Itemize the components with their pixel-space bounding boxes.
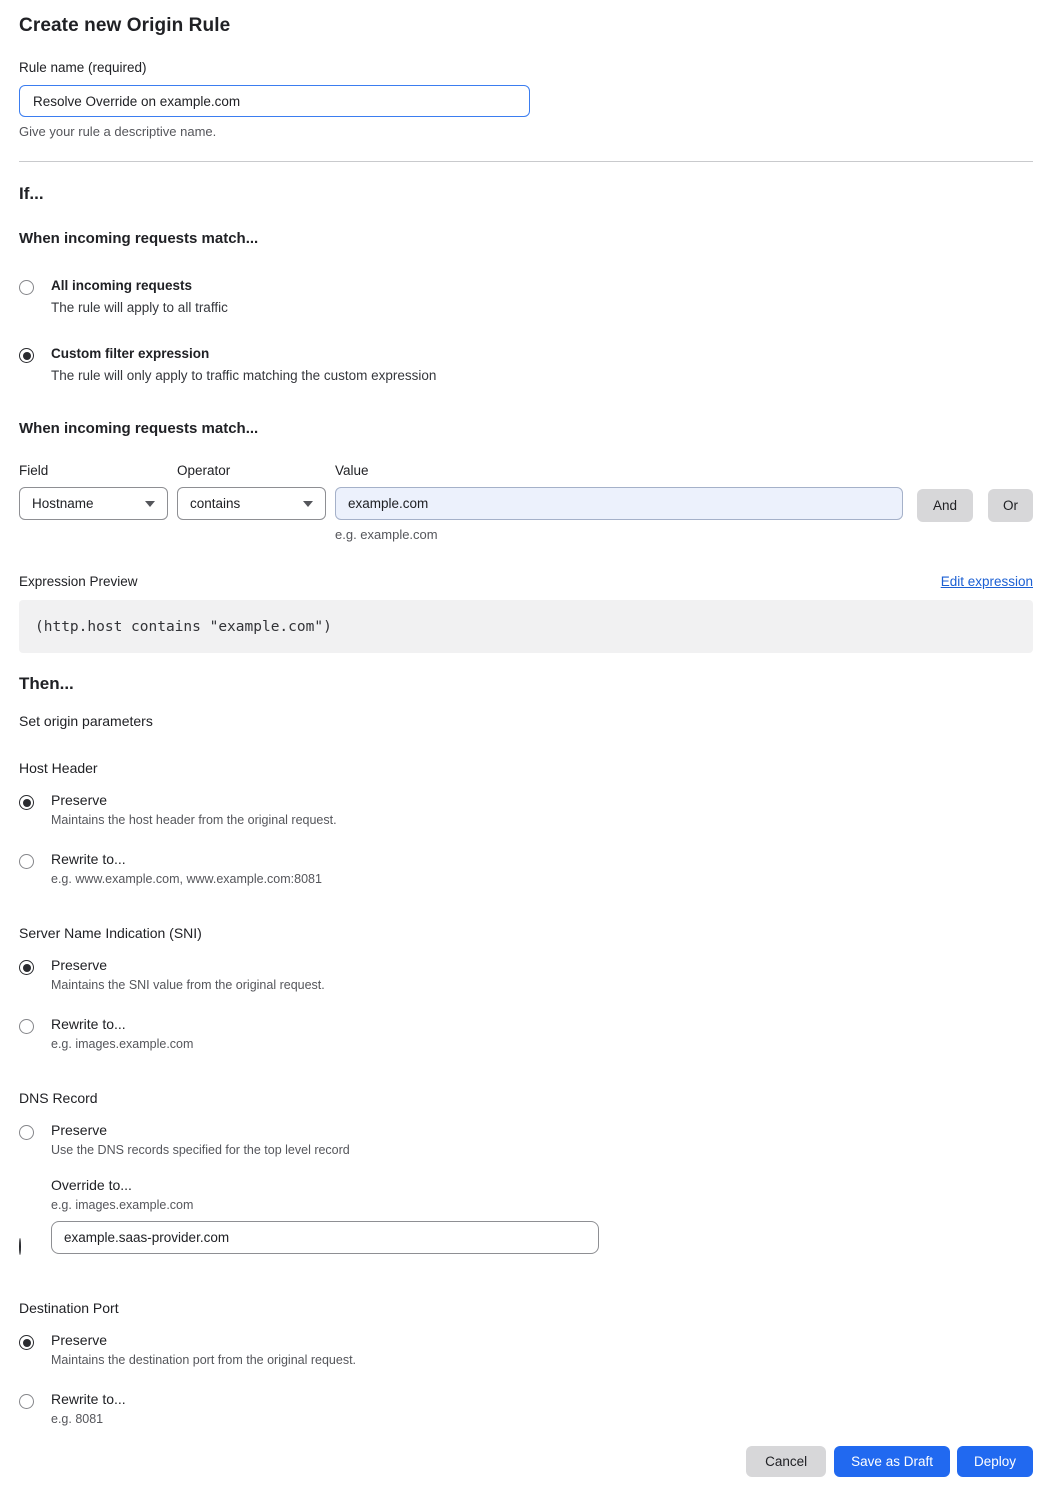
option-label: Preserve bbox=[51, 1332, 108, 1348]
option-desc: e.g. 8081 bbox=[51, 1412, 104, 1426]
sni-group-title: Server Name Indication (SNI) bbox=[19, 925, 202, 941]
option-label: Preserve bbox=[51, 792, 108, 808]
page-title: Create new Origin Rule bbox=[19, 15, 231, 36]
radio-host-header-rewrite[interactable] bbox=[19, 854, 34, 869]
option-desc: Use the DNS records specified for the top level record bbox=[51, 1143, 350, 1157]
option-desc: Maintains the destination port from the original request. bbox=[51, 1353, 357, 1367]
expression-preview-code-block bbox=[19, 600, 1033, 653]
edit-expression-link[interactable]: Edit expression bbox=[940, 574, 1033, 589]
option-label: Rewrite to... bbox=[51, 1391, 126, 1407]
option-label: Rewrite to... bbox=[51, 851, 126, 867]
sni-preserve-option[interactable] bbox=[19, 957, 1033, 992]
port-preserve-option[interactable] bbox=[19, 1332, 1033, 1367]
section-divider bbox=[19, 161, 1033, 162]
option-desc: The rule will apply to all traffic bbox=[51, 300, 228, 315]
value-helper: e.g. example.com bbox=[335, 527, 438, 542]
destination-port-group-title: Destination Port bbox=[19, 1300, 119, 1316]
or-button[interactable]: Or bbox=[988, 489, 1033, 522]
value-input[interactable] bbox=[335, 487, 903, 520]
radio-host-header-preserve[interactable] bbox=[19, 795, 34, 810]
chevron-down-icon bbox=[303, 501, 313, 507]
override-helper: e.g. images.example.com bbox=[51, 1198, 194, 1212]
then-heading: Then... bbox=[19, 674, 74, 693]
option-label: All incoming requests bbox=[51, 278, 193, 293]
when-match-heading: When incoming requests match... bbox=[19, 230, 259, 247]
option-custom-filter-expression[interactable] bbox=[19, 346, 1033, 383]
operator-label: Operator bbox=[177, 463, 231, 478]
expression-builder-row bbox=[19, 463, 1033, 542]
rule-name-label: Rule name (required) bbox=[19, 60, 147, 75]
field-label: Field bbox=[19, 463, 49, 478]
dns-preserve-option[interactable] bbox=[19, 1122, 1033, 1157]
field-select[interactable] bbox=[19, 487, 168, 520]
rule-name-helper: Give your rule a descriptive name. bbox=[19, 124, 217, 139]
host-header-group-title: Host Header bbox=[19, 760, 98, 776]
radio-custom-filter[interactable] bbox=[19, 348, 34, 363]
option-label: Preserve bbox=[51, 1122, 108, 1138]
dns-override-option[interactable] bbox=[19, 1177, 1033, 1254]
option-all-incoming-requests[interactable] bbox=[19, 278, 1033, 315]
radio-dns-preserve[interactable] bbox=[19, 1125, 34, 1140]
builder-heading: When incoming requests match... bbox=[19, 420, 259, 437]
footer-actions bbox=[19, 1446, 1033, 1477]
radio-port-rewrite[interactable] bbox=[19, 1394, 34, 1409]
radio-dns-override[interactable] bbox=[19, 1238, 21, 1255]
field-select-value: Hostname bbox=[32, 496, 94, 511]
option-desc: e.g. www.example.com, www.example.com:8081 bbox=[51, 872, 322, 886]
override-to-label: Override to... bbox=[51, 1177, 132, 1193]
deploy-button[interactable]: Deploy bbox=[957, 1446, 1033, 1477]
value-label: Value bbox=[335, 463, 369, 478]
port-rewrite-option[interactable] bbox=[19, 1391, 1033, 1426]
sni-rewrite-option[interactable] bbox=[19, 1016, 1033, 1051]
if-heading: If... bbox=[19, 184, 44, 203]
operator-select-value: contains bbox=[190, 496, 241, 511]
expression-preview-label: Expression Preview bbox=[19, 574, 138, 589]
dns-override-input[interactable] bbox=[51, 1221, 599, 1254]
expression-code: (http.host contains "example.com") bbox=[35, 618, 332, 635]
host-header-preserve-option[interactable] bbox=[19, 792, 1033, 827]
dns-record-group-title: DNS Record bbox=[19, 1090, 98, 1106]
option-desc: Maintains the host header from the original request. bbox=[51, 813, 337, 827]
host-header-rewrite-option[interactable] bbox=[19, 851, 1033, 886]
cancel-button[interactable]: Cancel bbox=[746, 1446, 826, 1477]
option-label: Rewrite to... bbox=[51, 1016, 126, 1032]
set-origin-parameters-label: Set origin parameters bbox=[19, 713, 153, 729]
option-label: Preserve bbox=[51, 957, 108, 973]
option-desc: Maintains the SNI value from the original request. bbox=[51, 978, 325, 992]
and-button[interactable]: And bbox=[917, 489, 973, 522]
save-as-draft-button[interactable]: Save as Draft bbox=[834, 1446, 950, 1477]
radio-all-incoming[interactable] bbox=[19, 280, 34, 295]
radio-sni-preserve[interactable] bbox=[19, 960, 34, 975]
rule-name-input[interactable] bbox=[19, 85, 530, 117]
chevron-down-icon bbox=[145, 501, 155, 507]
option-desc: The rule will only apply to traffic matching the custom expression bbox=[51, 368, 437, 383]
option-desc: e.g. images.example.com bbox=[51, 1037, 194, 1051]
operator-select[interactable] bbox=[177, 487, 326, 520]
radio-port-preserve[interactable] bbox=[19, 1335, 34, 1350]
option-label: Custom filter expression bbox=[51, 346, 210, 361]
radio-sni-rewrite[interactable] bbox=[19, 1019, 34, 1034]
